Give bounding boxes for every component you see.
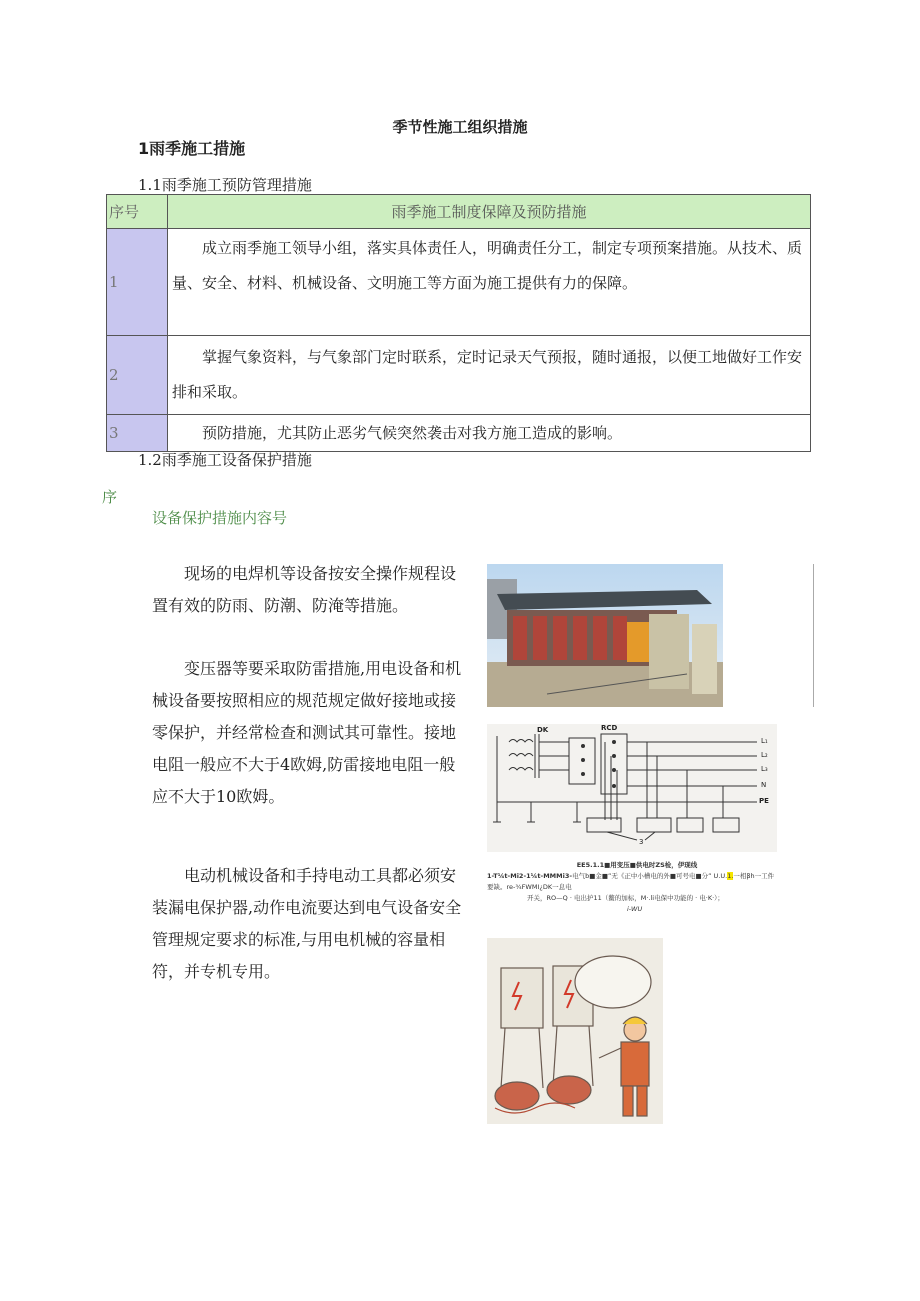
table2-header-text: 设备保护措施内容号 [152,509,288,527]
caption-segment: 一相βh一工件 [733,872,775,880]
table-row [107,415,811,452]
row-number: 2 [107,336,168,415]
caption-line: EE5.1.1■用变压■供电时ZS检，伊现线 [576,861,698,869]
label-l1: L₁ [761,737,768,745]
row-text: 成立雨季施工领导小组，落实具体责任人，明确责任分工，制定专项预案措施。从技术、质量、安全、材料、机械设备、文明施工等方面为施工提供有力的保障。 [168,229,811,336]
label-rcd: RCD [601,724,618,732]
header-no: 序号 [107,195,168,229]
row-text: 预防措施，尤其防止恶劣气候突然袭击对我方施工造成的影响。 [168,415,811,452]
row-number: 1 [107,229,168,336]
caption-highlight: 1. [727,872,734,880]
label-l3: L₃ [761,765,768,773]
label-pe: PE [759,797,769,805]
table-row [107,336,811,415]
section-heading-1-2: 1.2雨季施工设备保护措施 [138,451,312,469]
table-row [107,229,811,336]
label-dk: DK [537,726,549,734]
label-3: 3 [639,838,644,846]
tn-s-wiring-diagram [487,724,777,852]
label-n: N [761,781,767,789]
caption-line: i-WU [627,905,643,913]
welding-shed-photo [487,564,814,707]
caption-line: 要缺。re-¾FWMI¿DK一息电 [487,883,572,891]
caption-segment: 1-T¼t-Mi2-1¼t-MMMi3- [487,872,573,880]
table2-header-xu: 序 [102,488,118,506]
section-heading-1: 1雨季施工措施 [138,139,246,158]
rain-measures-table [106,194,811,452]
paragraph-leakage: 电动机械设备和手持电动工具都必须安装漏电保护器,动作电流要达到电气设备安全管理规定要求的标准,与用电机械的容量相符，并专机专用。 [152,866,462,981]
table-header-row [107,195,811,229]
paragraph-welding: 现场的电焊机等设备按安全操作规程设置有效的防雨、防潮、防淹等措施。 [152,564,457,615]
header-measures: 雨季施工制度保障及预防措施 [168,195,811,229]
caption-segment: 电气b■金■”无《正中小槽电的外■可号电■分” U.U. [572,872,728,880]
diagram-caption [487,860,787,915]
label-l2: L₂ [761,751,768,759]
caption-line [487,871,787,882]
section-heading-1-1: 1.1雨季施工预防管理措施 [138,176,312,194]
row-number: 3 [107,415,168,452]
page-title: 季节性施工组织措施 [392,118,528,136]
leakage-protector-cartoon [487,938,663,1124]
caption-line: 开关，RO—Q · 电出护11（鳖的加标，M·.li电保中功能的 · 电·K·）； [527,894,724,902]
row-text: 掌握气象资料，与气象部门定时联系，定时记录天气预报，随时通报，以便工地做好工作安排和采取。 [168,336,811,415]
paragraph-transformer: 变压器等要采取防雷措施,用电设备和机械设备要按照相应的规范规定做好接地或接零保护，并经常检查和测试其可靠性。接地电阻一般应不大于4欧姆,防雷接地电阻一般应不大于10欧姆。 [152,659,462,806]
